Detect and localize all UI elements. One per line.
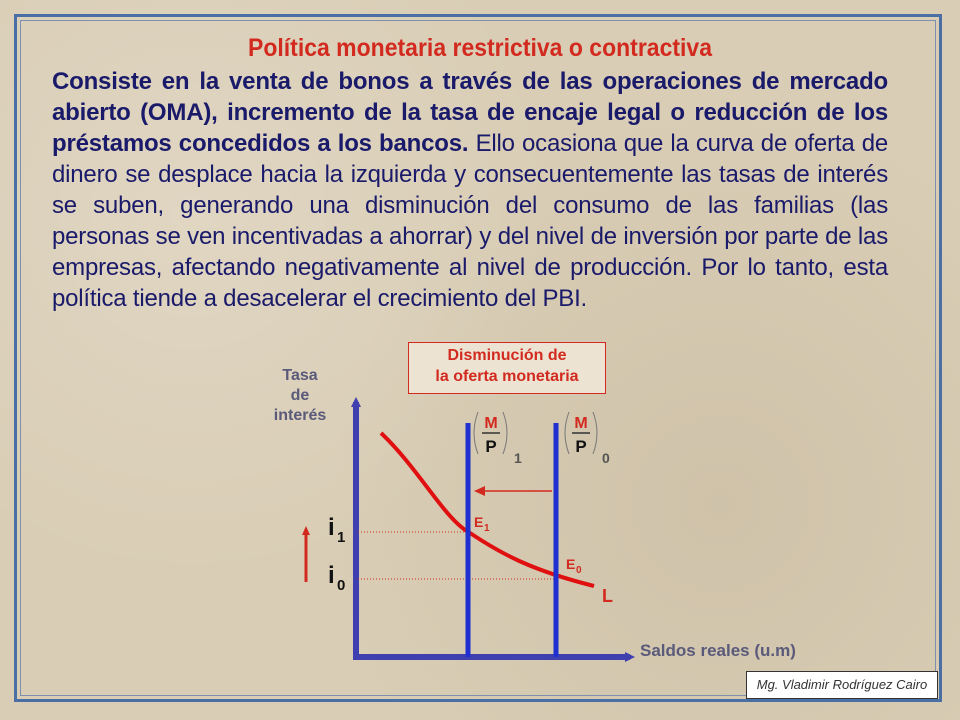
supply-label-new: [474, 412, 522, 466]
rate-old-sub: 0: [337, 577, 346, 594]
rate-label-old: [328, 562, 345, 594]
eq-label-old: [566, 556, 582, 576]
eq-label-new: [474, 514, 490, 534]
x-axis-label: Saldos reales (u.m): [640, 641, 796, 660]
author-credit: Mg. Vladimir Rodríguez Cairo: [746, 671, 938, 699]
supply-new-denominator: P: [485, 437, 497, 456]
supply-old-subscript: 0: [602, 450, 610, 466]
y-axis-label-line-2: de: [290, 387, 310, 404]
annotation-line-2: la oferta monetaria: [435, 368, 579, 385]
demand-label: L: [602, 586, 613, 606]
paragraph-text: Ello ocasiona que la curva de oferta de dinero se desplace hacia la izquierda y consecuentemente las tasas de interés se suben, generando una disminución del consumo de las familias (las personas se ven incentivadas a ahorrar) y del nivel de inversión por parte de las empresas, afectando negativamente al nivel de producción. Por lo tanto, esta política tiende a desacelerar el crecimiento del PBI.: [52, 130, 888, 312]
annotation-line-1: Disminución de: [447, 347, 567, 364]
rate-new-sub: 1: [337, 529, 346, 546]
y-axis-label-line-3: interés: [273, 407, 327, 424]
supply-old-denominator: P: [575, 437, 587, 456]
eq-new-sub: 1: [484, 523, 490, 534]
rate-label-new: [328, 514, 345, 546]
rate-new-base: i: [328, 514, 335, 541]
rate-old-base: i: [328, 562, 335, 589]
eq-old-base: E: [566, 556, 576, 572]
paragraph-bold: Consiste en la venta de bonos a través de las operaciones de mercado abierto (OMA), incremento de la tasa de encaje legal o reducción de los préstamos concedidos a los bancos.: [52, 68, 888, 157]
supply-new-numerator: M: [484, 415, 498, 432]
slide-title: Política monetaria restrictiva o contractiva: [247, 34, 712, 62]
eq-new-base: E: [474, 514, 484, 530]
y-axis-label-line-1: Tasa: [282, 367, 318, 384]
supply-old-numerator: M: [574, 415, 588, 432]
supply-label-old: [565, 412, 610, 466]
eq-old-sub: 0: [576, 565, 582, 576]
supply-new-subscript: 1: [514, 450, 522, 466]
